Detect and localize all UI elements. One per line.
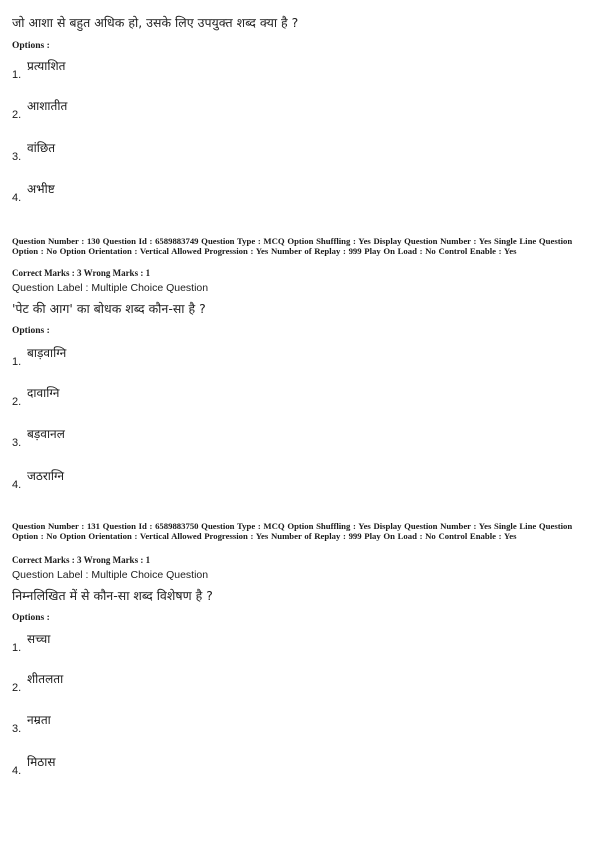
options-label: Options : — [12, 326, 50, 336]
question-text: जो आशा से बहुत अधिक हो, उसके लिए उपयुक्त शब्द क्या है ? — [12, 15, 299, 30]
question-label: Question Label : Multiple Choice Question — [12, 569, 209, 581]
option-text: मिठास — [27, 755, 56, 769]
option-text: सच्चा — [27, 632, 51, 646]
option-number: 1. — [12, 356, 22, 368]
option-text: नम्रता — [27, 713, 51, 727]
question-label: Question Label : Multiple Choice Question — [12, 282, 209, 294]
option-number: 4. — [12, 192, 22, 204]
question-meta: Question Number : 130 Question Id : 6589883749 Question Type : MCQ Option Shuffling : Yes Display Question Number : Yes Single Line Question Option : No Option Orientation : Vertical Allowed Progression : Yes Number of Replay : 999 Play On Load : No Control Enable : Yes — [12, 236, 573, 256]
option-text: प्रत्याशित — [27, 59, 66, 73]
marks-info: Correct Marks : 3 Wrong Marks : 1 — [12, 555, 151, 565]
option-text: जठराग्नि — [27, 469, 65, 483]
option-text: बाड़वाग्नि — [27, 346, 67, 360]
question-meta: Question Number : 131 Question Id : 6589883750 Question Type : MCQ Option Shuffling : Yes Display Question Number : Yes Single Line Question Option : No Option Orientation : Vertical Allowed Progression : Yes Number of Replay : 999 Play On Load : No Control Enable : Yes — [12, 521, 573, 541]
option-number: 2. — [12, 396, 22, 408]
option-number: 1. — [12, 69, 22, 81]
option-text: आशातीत — [27, 99, 68, 113]
options-label: Options : — [12, 613, 50, 623]
option-number: 3. — [12, 437, 22, 449]
option-text: दावाग्नि — [27, 386, 60, 400]
marks-info: Correct Marks : 3 Wrong Marks : 1 — [12, 268, 151, 278]
option-text: बड़वानल — [27, 427, 65, 441]
option-number: 4. — [12, 479, 22, 491]
option-number: 3. — [12, 151, 22, 163]
option-number: 2. — [12, 109, 22, 121]
question-text: निम्नलिखित में से कौन-सा शब्द विशेषण है ? — [12, 588, 213, 603]
option-number: 3. — [12, 723, 22, 735]
option-number: 4. — [12, 765, 22, 777]
option-text: शीतलता — [27, 672, 64, 686]
options-label: Options : — [12, 41, 50, 51]
option-number: 1. — [12, 642, 22, 654]
question-text: 'पेट की आग' का बोधक शब्द कौन-सा है ? — [12, 301, 206, 316]
option-text: अभीष्ट — [27, 182, 55, 196]
option-number: 2. — [12, 682, 22, 694]
option-text: वांछित — [27, 141, 56, 155]
